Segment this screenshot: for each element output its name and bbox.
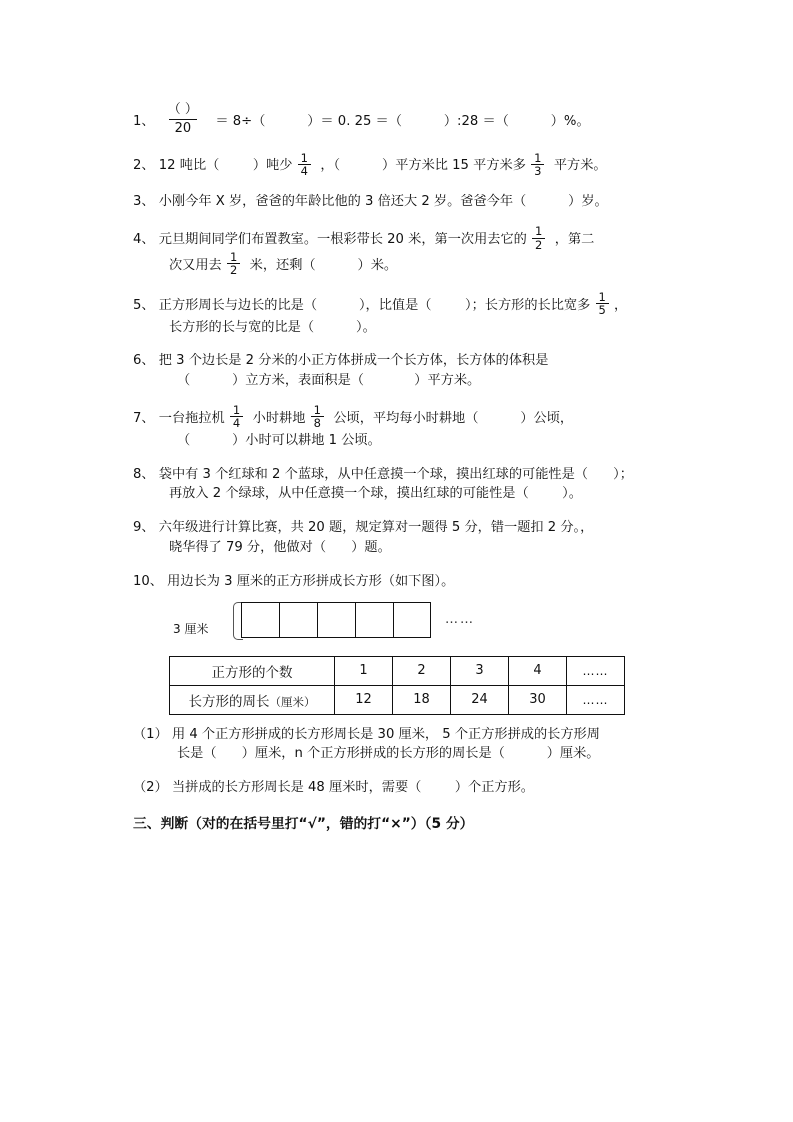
subquestion-1-text-b: 长是（ ）厘米，n 个正方形拼成的长方形的周长是（ ）厘米。	[177, 746, 600, 762]
question-2-fraction-1-numerator: 1	[300, 150, 308, 165]
question-10	[133, 572, 681, 592]
question-3-line-1	[133, 192, 681, 212]
table-row	[170, 656, 625, 685]
question-2-fraction-2	[531, 152, 544, 178]
question-9-text-a: 六年级进行计算比赛，共 20 题，规定算对一题得 5 分，错一题扣 2 分。，	[158, 520, 594, 536]
question-2-text-b: ，（ ）平方米比 15 平方米多	[316, 158, 526, 174]
question-7-fraction-2-numerator: 1	[313, 402, 321, 417]
diagram-ellipsis: ……	[445, 611, 475, 627]
question-7-text-b: 小时耕地	[248, 410, 306, 426]
question-5-line-2	[133, 318, 681, 338]
subquestion-2	[133, 778, 681, 798]
diagram-square-cell	[393, 602, 431, 638]
question-6-text-a: 把 3 个边长是 2 分米的小正方体拼成一个长方体，长方体的体积是	[158, 353, 549, 369]
question-2-line-1	[133, 150, 681, 179]
question-3-number: 3、	[133, 194, 155, 210]
worksheet-content	[133, 103, 681, 832]
question-1	[133, 103, 681, 139]
question-4-text-b: ，第二	[550, 232, 595, 248]
question-4-fraction-2-numerator: 1	[229, 249, 238, 264]
question-2	[133, 150, 681, 179]
question-4-fraction-2	[227, 251, 240, 277]
question-2-number: 2、	[133, 158, 155, 174]
table-cell: 18	[393, 685, 451, 714]
question-7-fraction-2-denominator: 8	[311, 416, 324, 429]
question-10-line-1	[133, 572, 681, 592]
question-9	[133, 518, 681, 558]
question-9-line-2	[133, 538, 681, 558]
question-1-fraction	[162, 102, 204, 138]
question-5-text-c: 长方形的长与宽的比是（ ）。	[169, 319, 376, 335]
question-6-number: 6、	[133, 353, 155, 369]
table-cell: 24	[451, 685, 509, 714]
diagram-dimension-label: 3 厘米	[173, 621, 209, 635]
question-8	[133, 465, 681, 505]
subquestion-1	[133, 725, 681, 765]
question-1-text: ＝ 8÷（ ）＝ 0. 25 ＝（ ）:28 ＝（ ）%。	[211, 113, 590, 129]
question-2-fraction-1	[298, 152, 311, 178]
subquestion-1-label: （1）	[133, 726, 168, 742]
square-strip-diagram	[133, 594, 681, 646]
question-4-number: 4、	[133, 232, 155, 248]
question-6	[133, 351, 681, 391]
pattern-table	[169, 656, 625, 715]
question-1-number: 1、	[133, 113, 155, 129]
question-5-text-b: ，	[614, 297, 628, 313]
question-5-text-a: 正方形周长与边长的比是（ ），比值是（ ）；长方形的长比宽多	[158, 297, 591, 313]
question-7-fraction-1-denominator: 4	[230, 416, 243, 429]
question-7-text-c: 公顷，平均每小时耕地（ ）公顷，	[329, 410, 574, 426]
table-cell-ellipsis: ……	[567, 685, 625, 714]
section-header-judgement: 三、判断（对的在括号里打“√”，错的打“×”）（5 分）	[133, 815, 474, 832]
question-1-fraction-numerator: （ ）	[167, 102, 198, 117]
diagram-square-cell	[279, 602, 317, 638]
question-7-line-1	[133, 402, 681, 431]
diagram-square-cell	[241, 602, 279, 638]
table-cell: 1	[335, 656, 393, 685]
table-cell: 12	[335, 685, 393, 714]
question-6-line-2	[133, 371, 681, 391]
question-10-number: 10、	[133, 573, 163, 589]
subquestion-1-line-2	[133, 744, 681, 764]
question-8-text-a: 袋中有 3 个红球和 2 个蓝球，从中任意摸一个球，摸出红球的可能性是（ ）；	[158, 466, 633, 482]
question-4-fraction-1-denominator: 2	[532, 238, 545, 251]
question-7-fraction-1-numerator: 1	[232, 402, 241, 417]
question-5-fraction-1-denominator: 5	[596, 303, 609, 316]
question-1-fraction-denominator: 20	[169, 119, 198, 137]
question-4-text-d: 米，还剩（ ）米。	[245, 257, 398, 273]
subquestion-2-text: 当拼成的长方形周长是 48 厘米时，需要（ ）个正方形。	[171, 780, 534, 796]
table-cell: 30	[509, 685, 567, 714]
question-5-fraction-1-numerator: 1	[598, 289, 606, 304]
question-7-line-2	[133, 431, 681, 451]
question-7-text-a: 一台拖拉机	[158, 410, 225, 426]
question-1-line-1	[133, 103, 681, 139]
table-row-header	[170, 656, 335, 685]
question-8-line-2	[133, 484, 681, 504]
subquestion-1-text-a: 用 4 个正方形拼成的长方形周长是 30 厘米， 5 个正方形拼成的长方形周	[171, 726, 600, 742]
subquestion-2-line-1	[133, 778, 681, 798]
question-5-number: 5、	[133, 297, 155, 313]
question-5	[133, 289, 681, 338]
question-8-text-b: 再放入 2 个绿球，从中任意摸一个球，摸出红球的可能性是（ ）。	[169, 486, 582, 502]
question-4-line-2	[133, 249, 681, 278]
table-row-header-label: 正方形的个数	[211, 664, 293, 681]
question-4-fraction-2-denominator: 2	[227, 263, 240, 276]
question-10-text: 用边长为 3 厘米的正方形拼成长方形（如下图）。	[167, 573, 455, 589]
table-row-header	[170, 685, 335, 714]
question-7-fraction-1	[230, 404, 243, 430]
question-6-line-1	[133, 351, 681, 371]
question-3-text: 小刚今年 X 岁，爸爸的年龄比他的 3 倍还大 2 岁。爸爸今年（ ）岁。	[158, 194, 608, 210]
question-4-text-a: 元旦期间同学们布置教室。一根彩带长 20 米，第一次用去它的	[158, 232, 527, 248]
table-row	[170, 685, 625, 714]
question-2-fraction-2-denominator: 3	[531, 164, 544, 177]
table-cell: 2	[393, 656, 451, 685]
question-3	[133, 192, 681, 212]
diagram-square-cell	[317, 602, 355, 638]
question-9-line-1	[133, 518, 681, 538]
question-4	[133, 226, 681, 278]
table-row-header-label: 长方形的周长	[188, 693, 270, 710]
table-row-header-unit: （厘米）	[269, 694, 316, 709]
question-7-number: 7、	[133, 410, 155, 426]
question-8-line-1	[133, 465, 681, 485]
question-4-fraction-1	[532, 225, 545, 251]
question-8-number: 8、	[133, 466, 155, 482]
question-4-line-1	[133, 226, 681, 252]
question-5-line-1	[133, 289, 681, 318]
question-4-text-c: 次又用去	[169, 257, 222, 273]
question-7-fraction-2	[311, 404, 324, 430]
subquestion-2-label: （2）	[133, 780, 168, 796]
question-2-fraction-2-numerator: 1	[534, 150, 542, 165]
question-9-number: 9、	[133, 520, 155, 536]
table-cell: 4	[509, 656, 567, 685]
question-2-text-c: 平方米。	[549, 158, 607, 174]
question-7	[133, 402, 681, 451]
question-2-text-a: 12 吨比（ ）吨少	[158, 158, 293, 174]
table-cell: 3	[451, 656, 509, 685]
question-9-text-b: 晓华得了 79 分，他做对（ ）题。	[169, 539, 391, 555]
question-5-fraction-1	[596, 291, 609, 317]
question-6-text-b: （ ）立方米，表面积是（ ）平方米。	[177, 373, 481, 389]
question-7-text-d: （ ）小时可以耕地 1 公顷。	[177, 432, 381, 448]
diagram-square-cell	[355, 602, 393, 638]
table-cell-ellipsis: ……	[567, 656, 625, 685]
question-2-fraction-1-denominator: 4	[298, 164, 311, 177]
question-4-fraction-1-numerator: 1	[535, 224, 543, 239]
diagram-square-strip	[241, 602, 431, 638]
subquestion-1-line-1	[133, 725, 681, 745]
